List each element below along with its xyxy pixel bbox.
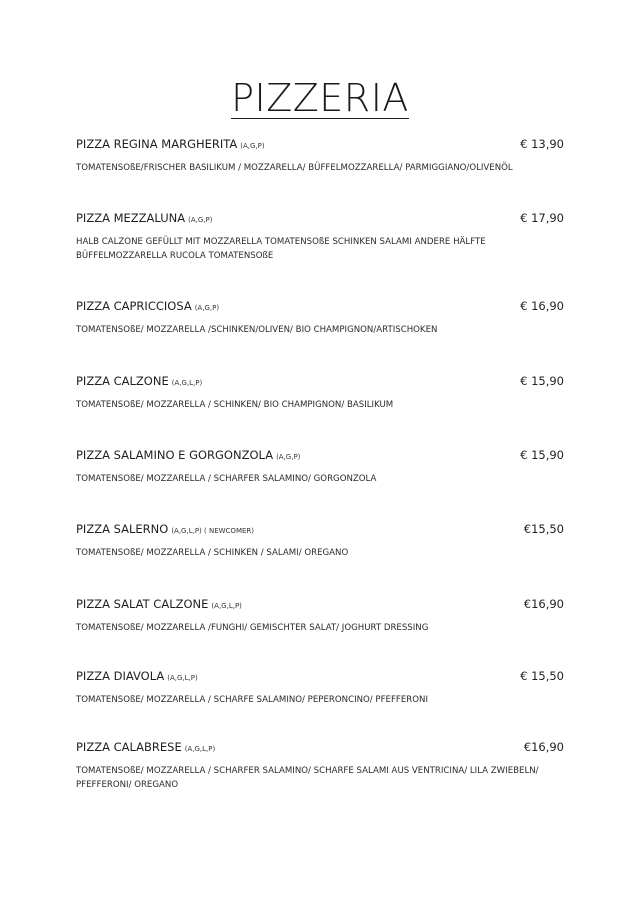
item-name-text: PIZZA CAPRICCIOSA <box>76 299 192 313</box>
item-name-text: PIZZA SALAT CALZONE <box>76 597 209 611</box>
menu-item-mezzaluna <box>76 210 564 263</box>
menu-item-diavola <box>76 668 564 707</box>
item-description: TOMATENSOßE/ MOZZARELLA / SCHARFER SALAMINO/ GORGONZOLA <box>76 474 377 484</box>
item-description: TOMATENSOßE/ MOZZARELLA / SCHARFE SALAMINO/ PEPERONCINO/ PFEFFERONI <box>76 695 428 705</box>
menu-item-salerno <box>76 521 564 560</box>
allergen-tag: (A,G,L,P) <box>211 602 242 610</box>
item-price: € 13,90 <box>520 137 564 151</box>
item-price: € 15,90 <box>520 374 564 388</box>
menu-item-salat-calzone <box>76 596 564 635</box>
item-description: TOMATENSOßE/ MOZZARELLA / SCHINKEN / SALAMI/ OREGANO <box>76 548 349 558</box>
allergen-tag: (A,G,P) <box>194 304 220 312</box>
item-name <box>76 521 254 539</box>
allergen-tag: (A,G,L,P) ( NEWCOMER) <box>171 527 254 535</box>
item-name-text: PIZZA SALERNO <box>76 522 169 536</box>
item-name <box>76 373 202 391</box>
page-title-text: PIZZERIA <box>231 76 409 120</box>
menu-item-capricciosa <box>76 298 564 337</box>
item-name-text: PIZZA CALABRESE <box>76 740 182 754</box>
menu-item-regina-margherita <box>76 136 564 175</box>
item-name-text: PIZZA MEZZALUNA <box>76 211 186 225</box>
item-description: TOMATENSOßE/ MOZZARELLA /FUNGHI/ GEMISCHTER SALAT/ JOGHURT DRESSING <box>76 623 429 633</box>
menu-item-calabrese <box>76 739 564 792</box>
item-description: TOMATENSOßE/ MOZZARELLA / SCHARFER SALAMINO/ SCHARFE SALAMI AUS VENTRICINA/ LILA ZWIEBELN/ PFEFFERONI/ OREGANO <box>76 766 539 790</box>
item-name-text: PIZZA CALZONE <box>76 374 169 388</box>
item-description: TOMATENSOßE/ MOZZARELLA /SCHINKEN/OLIVEN/ BIO CHAMPIGNON/ARTISCHOKEN <box>76 325 438 335</box>
menu-item-calzone <box>76 373 564 412</box>
item-name <box>76 136 265 154</box>
item-name-text: PIZZA DIAVOLA <box>76 669 165 683</box>
item-name <box>76 210 213 228</box>
item-description: TOMATENSOßE/FRISCHER BASILIKUM / MOZZARELLA/ BÜFFELMOZZARELLA/ PARMIGGIANO/OLIVENÖL <box>76 163 513 173</box>
menu-item-salamino-gorgonzola <box>76 447 564 486</box>
allergen-tag: (A,G,L,P) <box>171 379 203 387</box>
item-name <box>76 596 242 614</box>
item-name <box>76 739 215 757</box>
item-description: TOMATENSOßE/ MOZZARELLA / SCHINKEN/ BIO CHAMPIGNON/ BASILIKUM <box>76 400 394 410</box>
item-name <box>76 447 300 465</box>
allergen-tag: (A,G,L,P) <box>184 745 216 753</box>
item-price: €16,90 <box>523 740 564 754</box>
item-name-text: PIZZA SALAMINO E GORGONZOLA <box>76 448 274 462</box>
item-price: €16,90 <box>523 597 564 611</box>
allergen-tag: (A,G,P) <box>276 453 301 461</box>
allergen-tag: (A,G,P) <box>240 142 265 150</box>
page-title <box>0 76 640 120</box>
item-name-text: PIZZA REGINA MARGHERITA <box>76 137 238 151</box>
item-description: HALB CALZONE GEFÜLLT MIT MOZZARELLA TOMATENSOßE SCHINKEN SALAMI ANDERE HÄLFTE BÜFFELMOZZARELLA RUCOLA TOMATENSOßE <box>76 237 486 261</box>
allergen-tag: (A,G,L,P) <box>167 674 198 682</box>
item-price: € 15,90 <box>520 448 564 462</box>
item-price: €15,50 <box>523 522 564 536</box>
item-name <box>76 668 198 686</box>
item-price: € 17,90 <box>520 211 564 225</box>
allergen-tag: (A,G,P) <box>188 216 213 224</box>
item-name <box>76 298 219 316</box>
item-price: € 15,50 <box>520 669 564 683</box>
item-price: € 16,90 <box>520 299 564 313</box>
